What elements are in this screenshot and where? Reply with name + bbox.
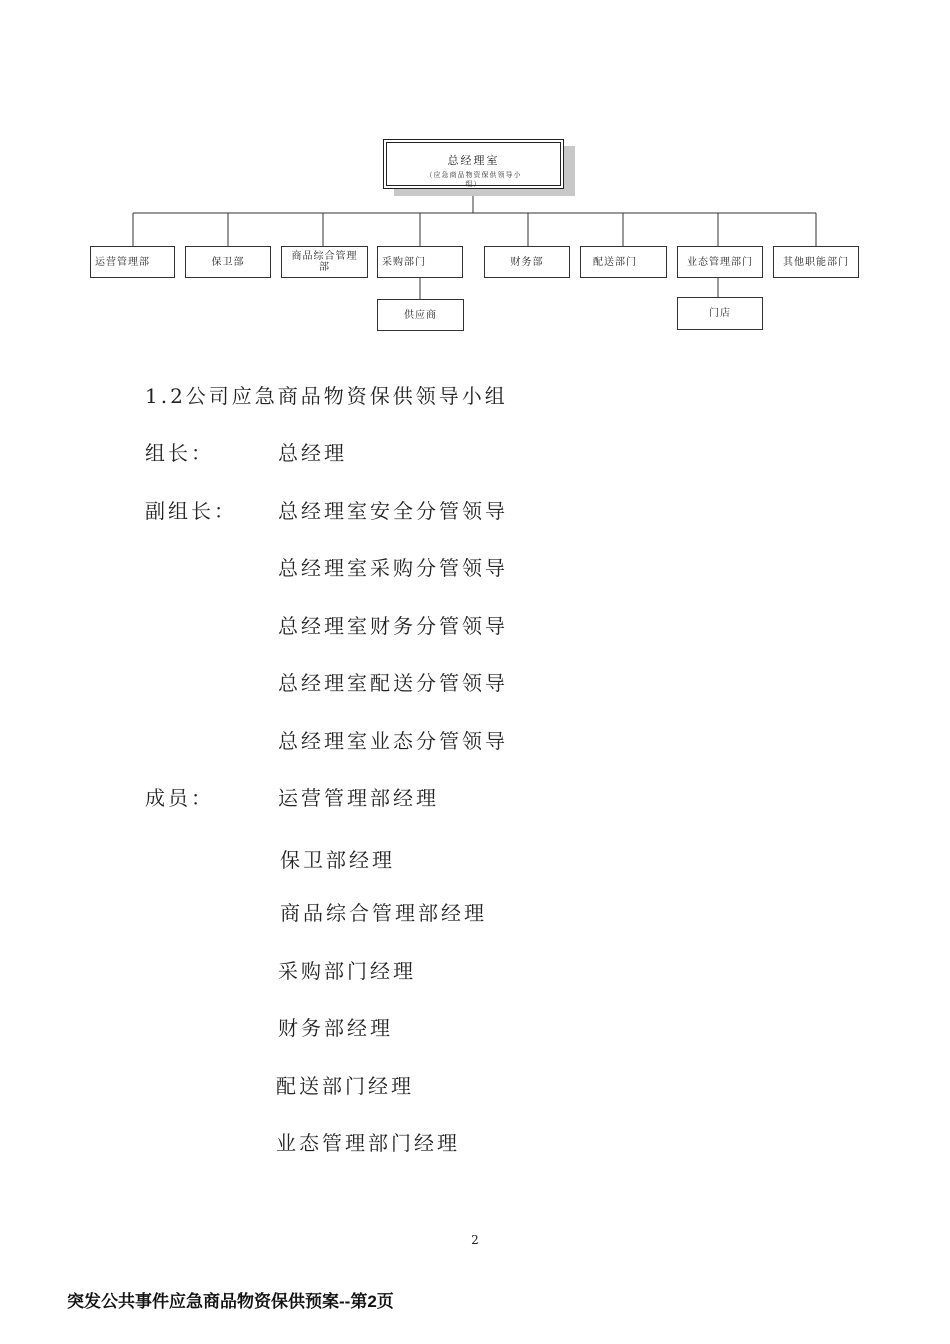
top-node-subtitle: （应急商品物资保供领导小组） <box>425 171 522 188</box>
section-heading: 1.2公司应急商品物资保供领导小组 <box>145 384 508 408</box>
deputy-item: 总经理室业态分管领导 <box>278 729 508 753</box>
dept-node: 其他职能部门 <box>773 246 859 278</box>
member-item: 商品综合管理部经理 <box>280 901 487 925</box>
sub-node: 供应商 <box>377 299 464 331</box>
dept-node: 运营管理部 <box>90 246 175 278</box>
top-node <box>383 139 564 189</box>
deputy-label: 副组长： <box>145 499 237 523</box>
deputy-item: 总经理室采购分管领导 <box>278 556 508 580</box>
deputy-item: 总经理室安全分管领导 <box>278 499 508 523</box>
member-item: 业态管理部门经理 <box>276 1131 460 1155</box>
member-item: 采购部门经理 <box>278 959 416 983</box>
member-item: 运营管理部经理 <box>278 786 439 810</box>
deputy-item: 总经理室配送分管领导 <box>278 671 508 695</box>
member-item: 保卫部经理 <box>280 848 395 872</box>
member-item: 配送部门经理 <box>276 1074 414 1098</box>
page-footer: 突发公共事件应急商品物资保供预案--第2页 <box>67 1292 394 1311</box>
leader-value: 总经理 <box>278 441 347 465</box>
dept-node: 采购部门 <box>377 246 463 278</box>
deputy-item: 总经理室财务分管领导 <box>278 614 508 638</box>
org-chart <box>0 0 950 340</box>
dept-node: 业态管理部门 <box>677 246 763 278</box>
dept-node: 商品综合管理部 <box>281 246 368 278</box>
dept-node: 保卫部 <box>185 246 271 278</box>
leader-label: 组长： <box>145 441 214 465</box>
sub-node: 门店 <box>677 297 763 330</box>
member-item: 财务部经理 <box>278 1016 393 1040</box>
top-node-title: 总经理室 <box>447 154 500 167</box>
page-number: 2 <box>471 1233 479 1247</box>
dept-node: 财务部 <box>484 246 570 278</box>
dept-node: 配送部门 <box>580 246 667 278</box>
member-label: 成员： <box>145 786 214 810</box>
